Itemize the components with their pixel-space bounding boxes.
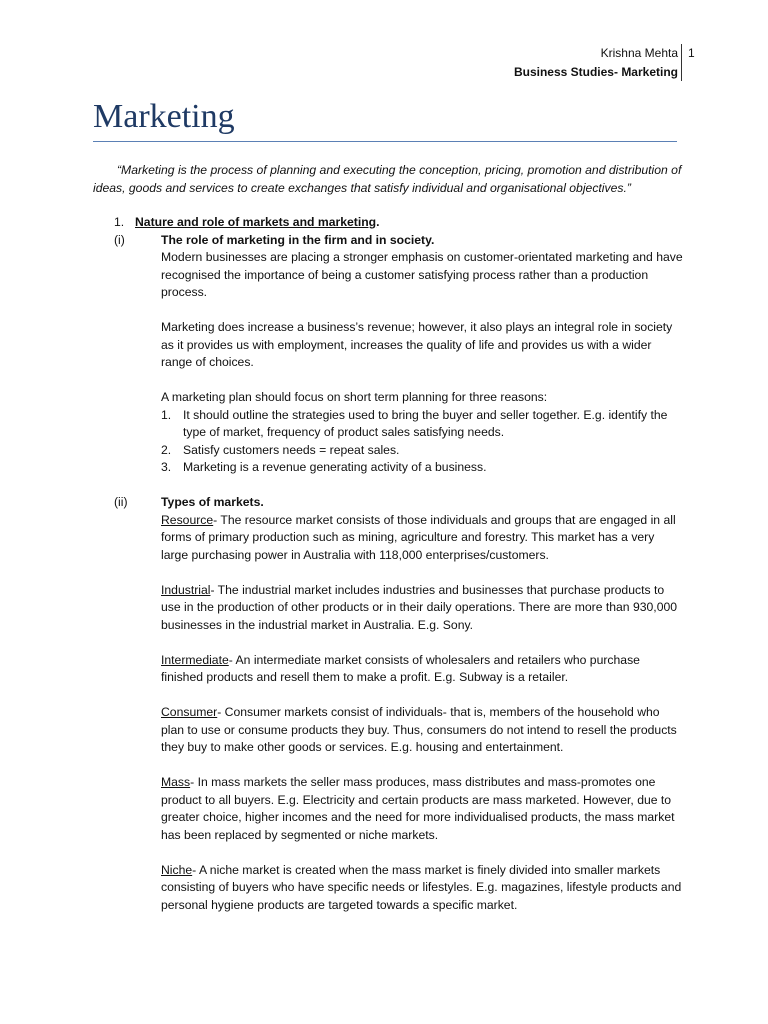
header-divider — [681, 44, 682, 81]
page-number: 1 — [688, 46, 695, 60]
market-definition: Industrial- The industrial market includes industries and businesses that purchase products to use in the production of other products or in their daily operations. There are more than 930,000 businesses in the industrial market in Australia. E.g. Sony. — [161, 582, 678, 632]
document-body — [93, 162, 683, 914]
list-item: 1. It should outline the strategies used to bring the buyer and seller together. E.g. identify the type of market, frequency of product sales satisfying needs. — [161, 407, 668, 439]
market-definition: Mass- In mass markets the seller mass produces, mass distributes and mass-promotes one product to all buyers. E.g. Electricity and certain products are mass marketed. However, due to greater choice, higher incomes and the need for more individualised products, the mass market has been replaced by segmented or niche markets. — [161, 775, 675, 842]
part-ii-heading — [93, 494, 683, 512]
section-1-heading: 1. Nature and role of markets and marketing. — [93, 214, 683, 232]
market-definition: Resource- The resource market consists of those individuals and groups that are engaged in all forms of primary production such as mining, agriculture and forestry. This market has a very large purchasing power in Australia with 118,000 enterprises/customers. — [161, 512, 676, 562]
section-title: Nature and role of markets and marketing — [135, 215, 377, 229]
market-term: Consumer — [161, 705, 218, 719]
part-i-heading — [93, 232, 683, 250]
market-term: Resource — [161, 512, 214, 527]
definition-quote: “Marketing is the process of planning and executing the conception, pricing, promotion and distribution of ideas, goods and services to create exchanges that satisfy individual and organisational objectives.” — [93, 163, 682, 195]
market-definition: Niche- A niche market is created when the mass market is finely divided into smaller markets consisting of buyers who have specific needs or lifestyles. E.g. magazines, lifestyle products and personal hygiene products are targeted towards a specific market. — [161, 862, 682, 912]
paragraph: Modern businesses are placing a stronger emphasis on customer-orientated marketing and have recognised the importance of being a customer satisfying process rather than a production process. — [161, 250, 683, 299]
page-header — [514, 44, 678, 82]
market-definition: Intermediate- An intermediate market consists of wholesalers and retailers who purchase finished products and resell them to make a profit. E.g. Subway is a retailer. — [161, 652, 640, 684]
part-label: (ii) — [114, 495, 128, 509]
section-number: 1. — [114, 215, 125, 229]
part-i-body — [161, 249, 683, 477]
market-term: Mass — [161, 775, 191, 789]
market-definition: Consumer- Consumer markets consist of individuals- that is, members of the household who plan to use or consume products they buy. Thus, consumers do not intend to resell the products they buy to make other goods or services. E.g. housing and entertainment. — [161, 705, 677, 754]
header-subject: Business Studies- Marketing — [513, 65, 678, 79]
part-title: The role of marketing in the firm and in society. — [161, 232, 435, 247]
part-title: Types of markets. — [161, 495, 264, 509]
header-author: Krishna Mehta — [600, 46, 678, 60]
part-label: (i) — [114, 232, 125, 247]
paragraph: A marketing plan should focus on short term planning for three reasons: — [161, 390, 548, 404]
market-term: Intermediate — [161, 652, 229, 667]
market-term: Niche — [161, 862, 193, 877]
paragraph: Marketing does increase a business’s revenue; however, it also plays an integral role in society as it provides us with employment, increases the quality of life and provides us with a wider range of choices. — [161, 320, 673, 369]
list-item: 3. Marketing is a revenue generating activity of a business. — [161, 460, 487, 474]
part-ii-body — [161, 512, 683, 915]
list-item: 2. Satisfy customers needs = repeat sales. — [161, 442, 400, 457]
market-term: Industrial — [161, 582, 211, 597]
document-title: Marketing — [93, 98, 235, 135]
title-underline — [93, 141, 677, 142]
